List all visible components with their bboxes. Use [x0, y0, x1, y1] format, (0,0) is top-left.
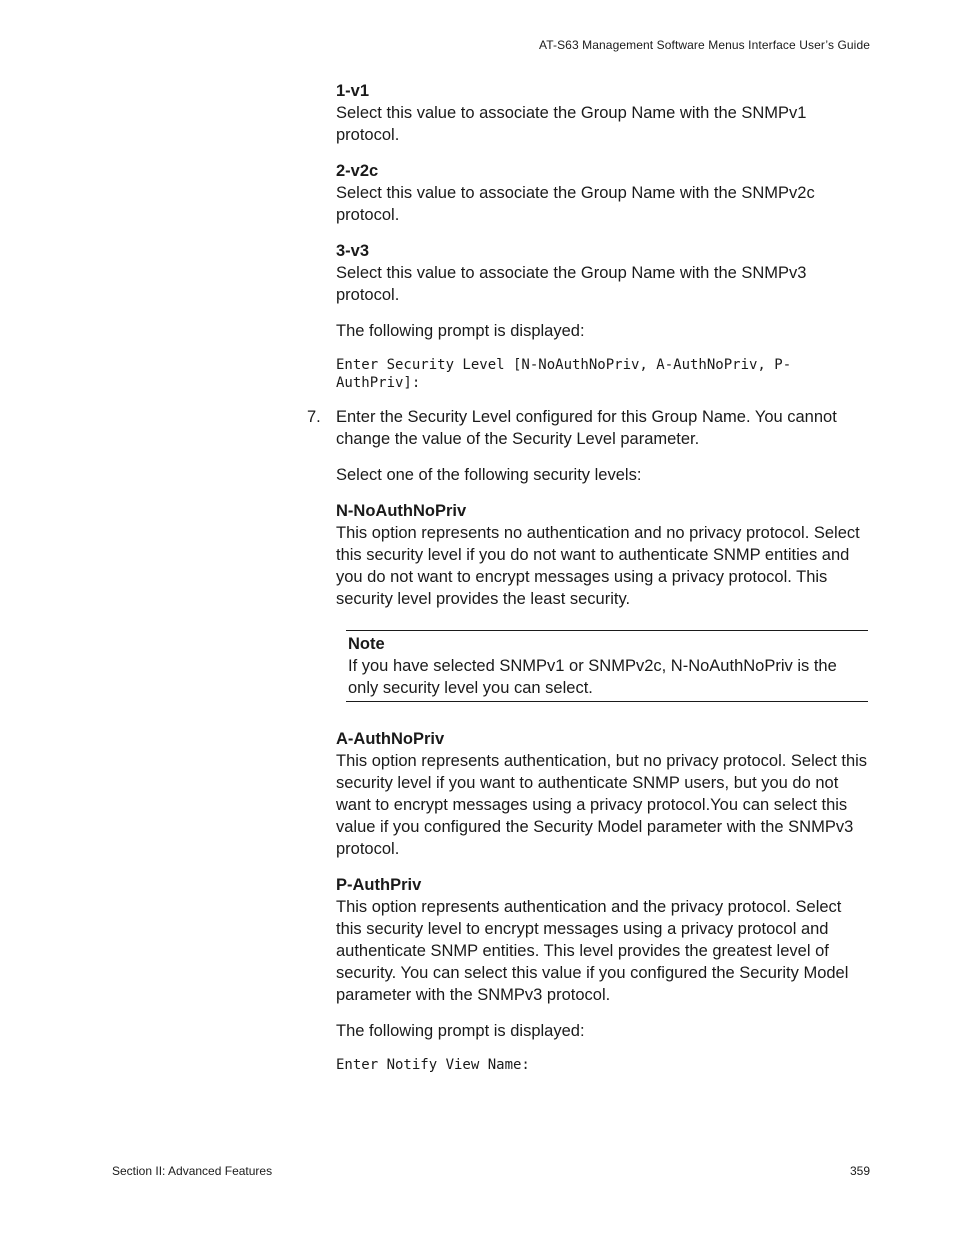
- note-box: [346, 630, 868, 702]
- step-text: Enter the Security Level configured for this Group Name. You cannot change the value of the Security Level parameter.: [336, 408, 837, 448]
- protocol-term-v2c: 2-v2c: [336, 162, 379, 180]
- protocol-term-v1: 1-v1: [336, 82, 370, 100]
- note-title: Note: [348, 635, 385, 653]
- level-desc-noauthnopriv: This option represents no authentication and no privacy protocol. Select this security level if you do not want to authenticate SNMP entities and you do not want to encrypt messages using a privacy protocol. This security level provides the least security.: [336, 524, 860, 608]
- protocol-term-v3: 3-v3: [336, 242, 370, 260]
- protocol-desc-v2c: Select this value to associate the Group Name with the SNMPv2c protocol.: [336, 184, 815, 224]
- note-text: If you have selected SNMPv1 or SNMPv2c, N-NoAuthNoPriv is the only security level you can select.: [348, 657, 837, 697]
- step-7: [307, 406, 871, 450]
- level-term-authnopriv: A-AuthNoPriv: [336, 730, 445, 748]
- page-content: [307, 80, 871, 1088]
- footer-section: Section II: Advanced Features: [112, 1164, 273, 1178]
- running-header: AT-S63 Management Software Menus Interface User’s Guide: [539, 38, 870, 52]
- prompt-code-security-level: Enter Security Level [N-NoAuthNoPriv, A-AuthNoPriv, P-AuthPriv]:: [336, 357, 792, 391]
- prompt-intro-1: The following prompt is displayed:: [336, 322, 585, 340]
- protocol-desc-v1: Select this value to associate the Group Name with the SNMPv1 protocol.: [336, 104, 807, 144]
- prompt-code-notify-view: Enter Notify View Name:: [336, 1057, 530, 1073]
- select-levels-text: Select one of the following security levels:: [336, 466, 642, 484]
- prompt-intro-2: The following prompt is displayed:: [336, 1022, 585, 1040]
- protocol-desc-v3: Select this value to associate the Group Name with the SNMPv3 protocol.: [336, 264, 807, 304]
- level-term-noauthnopriv: N-NoAuthNoPriv: [336, 502, 467, 520]
- level-desc-authpriv: This option represents authentication and the privacy protocol. Select this security level to encrypt messages using a privacy protocol and authenticate SNMP entities. This level provides the greatest level of security. You can select this value if you configured the Security Model parameter with the SNMPv3 protocol.: [336, 898, 849, 1004]
- level-term-authpriv: P-AuthPriv: [336, 876, 422, 894]
- level-desc-authnopriv: This option represents authentication, but no privacy protocol. Select this security level if you want to authenticate SNMP users, but you do not want to encrypt messages using a privacy protocol.You can select this value if you configured the Security Model parameter with the SNMPv3 protocol.: [336, 752, 868, 858]
- step-number: 7.: [307, 408, 321, 426]
- page-number: 359: [849, 1164, 870, 1178]
